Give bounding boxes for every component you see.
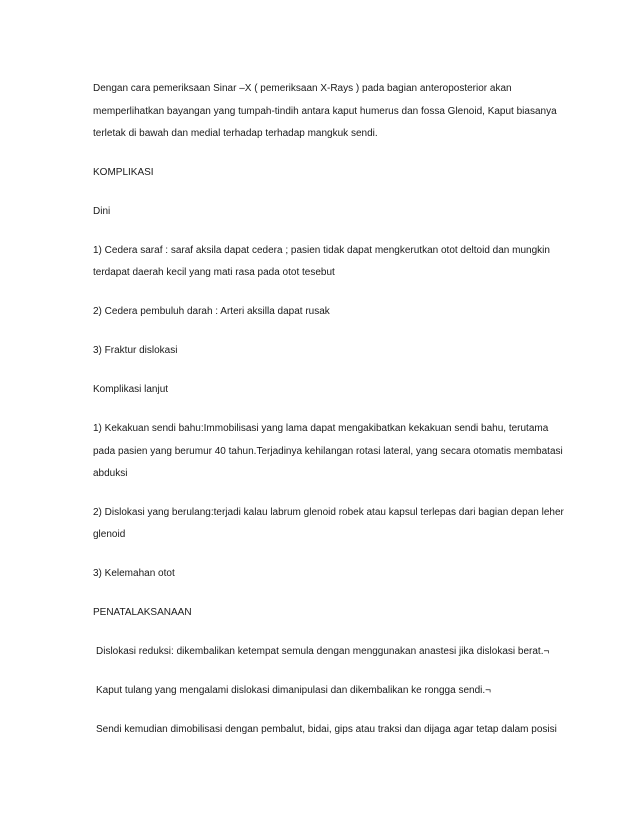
lanjut-item-1-line-1: 1) Kekakuan sendi bahu:Immobilisasi yang lama dapat mengakibatkan kekakuan sendi bahu, terutama <box>93 423 549 434</box>
intro-line-3: terletak di bawah dan medial terhadap terhadap mangkuk sendi. <box>93 128 378 139</box>
penatalaksanaan-item-2: Kaput tulang yang mengalami dislokasi dimanipulasi dan dikembalikan ke rongga sendi.¬ <box>96 685 491 696</box>
intro-line-1: Dengan cara pemeriksaan Sinar –X ( pemeriksaan X-Rays ) pada bagian anteroposterior akan <box>93 83 512 94</box>
lanjut-item-1-line-2: pada pasien yang berumur 40 tahun.Terjadinya kehilangan rotasi lateral, yang secara otomatis membatasi <box>93 446 563 457</box>
subheading-dini: Dini <box>93 206 111 217</box>
lanjut-item-2-line-2: glenoid <box>93 529 126 540</box>
lanjut-item-1-line-3: abduksi <box>93 468 128 479</box>
subheading-komplikasi-lanjut: Komplikasi lanjut <box>93 384 169 395</box>
heading-komplikasi: KOMPLIKASI <box>93 167 154 178</box>
dini-item-1-line-2: terdapat daerah kecil yang mati rasa pada otot tesebut <box>93 267 335 278</box>
penatalaksanaan-item-1: Dislokasi reduksi: dikembalikan ketempat semula dengan menggunakan anastesi jika dislokasi berat.¬ <box>96 646 550 657</box>
heading-penatalaksanaan: PENATALAKSANAAN <box>93 607 192 618</box>
penatalaksanaan-item-3: Sendi kemudian dimobilisasi dengan pembalut, bidai, gips atau traksi dan dijaga agar tetap dalam posisi <box>96 724 557 735</box>
dini-item-3: 3) Fraktur dislokasi <box>93 345 178 356</box>
intro-line-2: memperlihatkan bayangan yang tumpah-tindih antara kaput humerus dan fossa Glenoid, Kaput biasanya <box>93 106 557 117</box>
lanjut-item-3: 3) Kelemahan otot <box>93 568 175 579</box>
dini-item-2: 2) Cedera pembuluh darah : Arteri aksilla dapat rusak <box>93 306 330 317</box>
lanjut-item-2-line-1: 2) Dislokasi yang berulang:terjadi kalau labrum glenoid robek atau kapsul terlepas dari bagian depan leher <box>93 507 564 518</box>
dini-item-1-line-1: 1) Cedera saraf : saraf aksila dapat cedera ; pasien tidak dapat mengkerutkan otot deltoid dan mungkin <box>93 245 550 256</box>
